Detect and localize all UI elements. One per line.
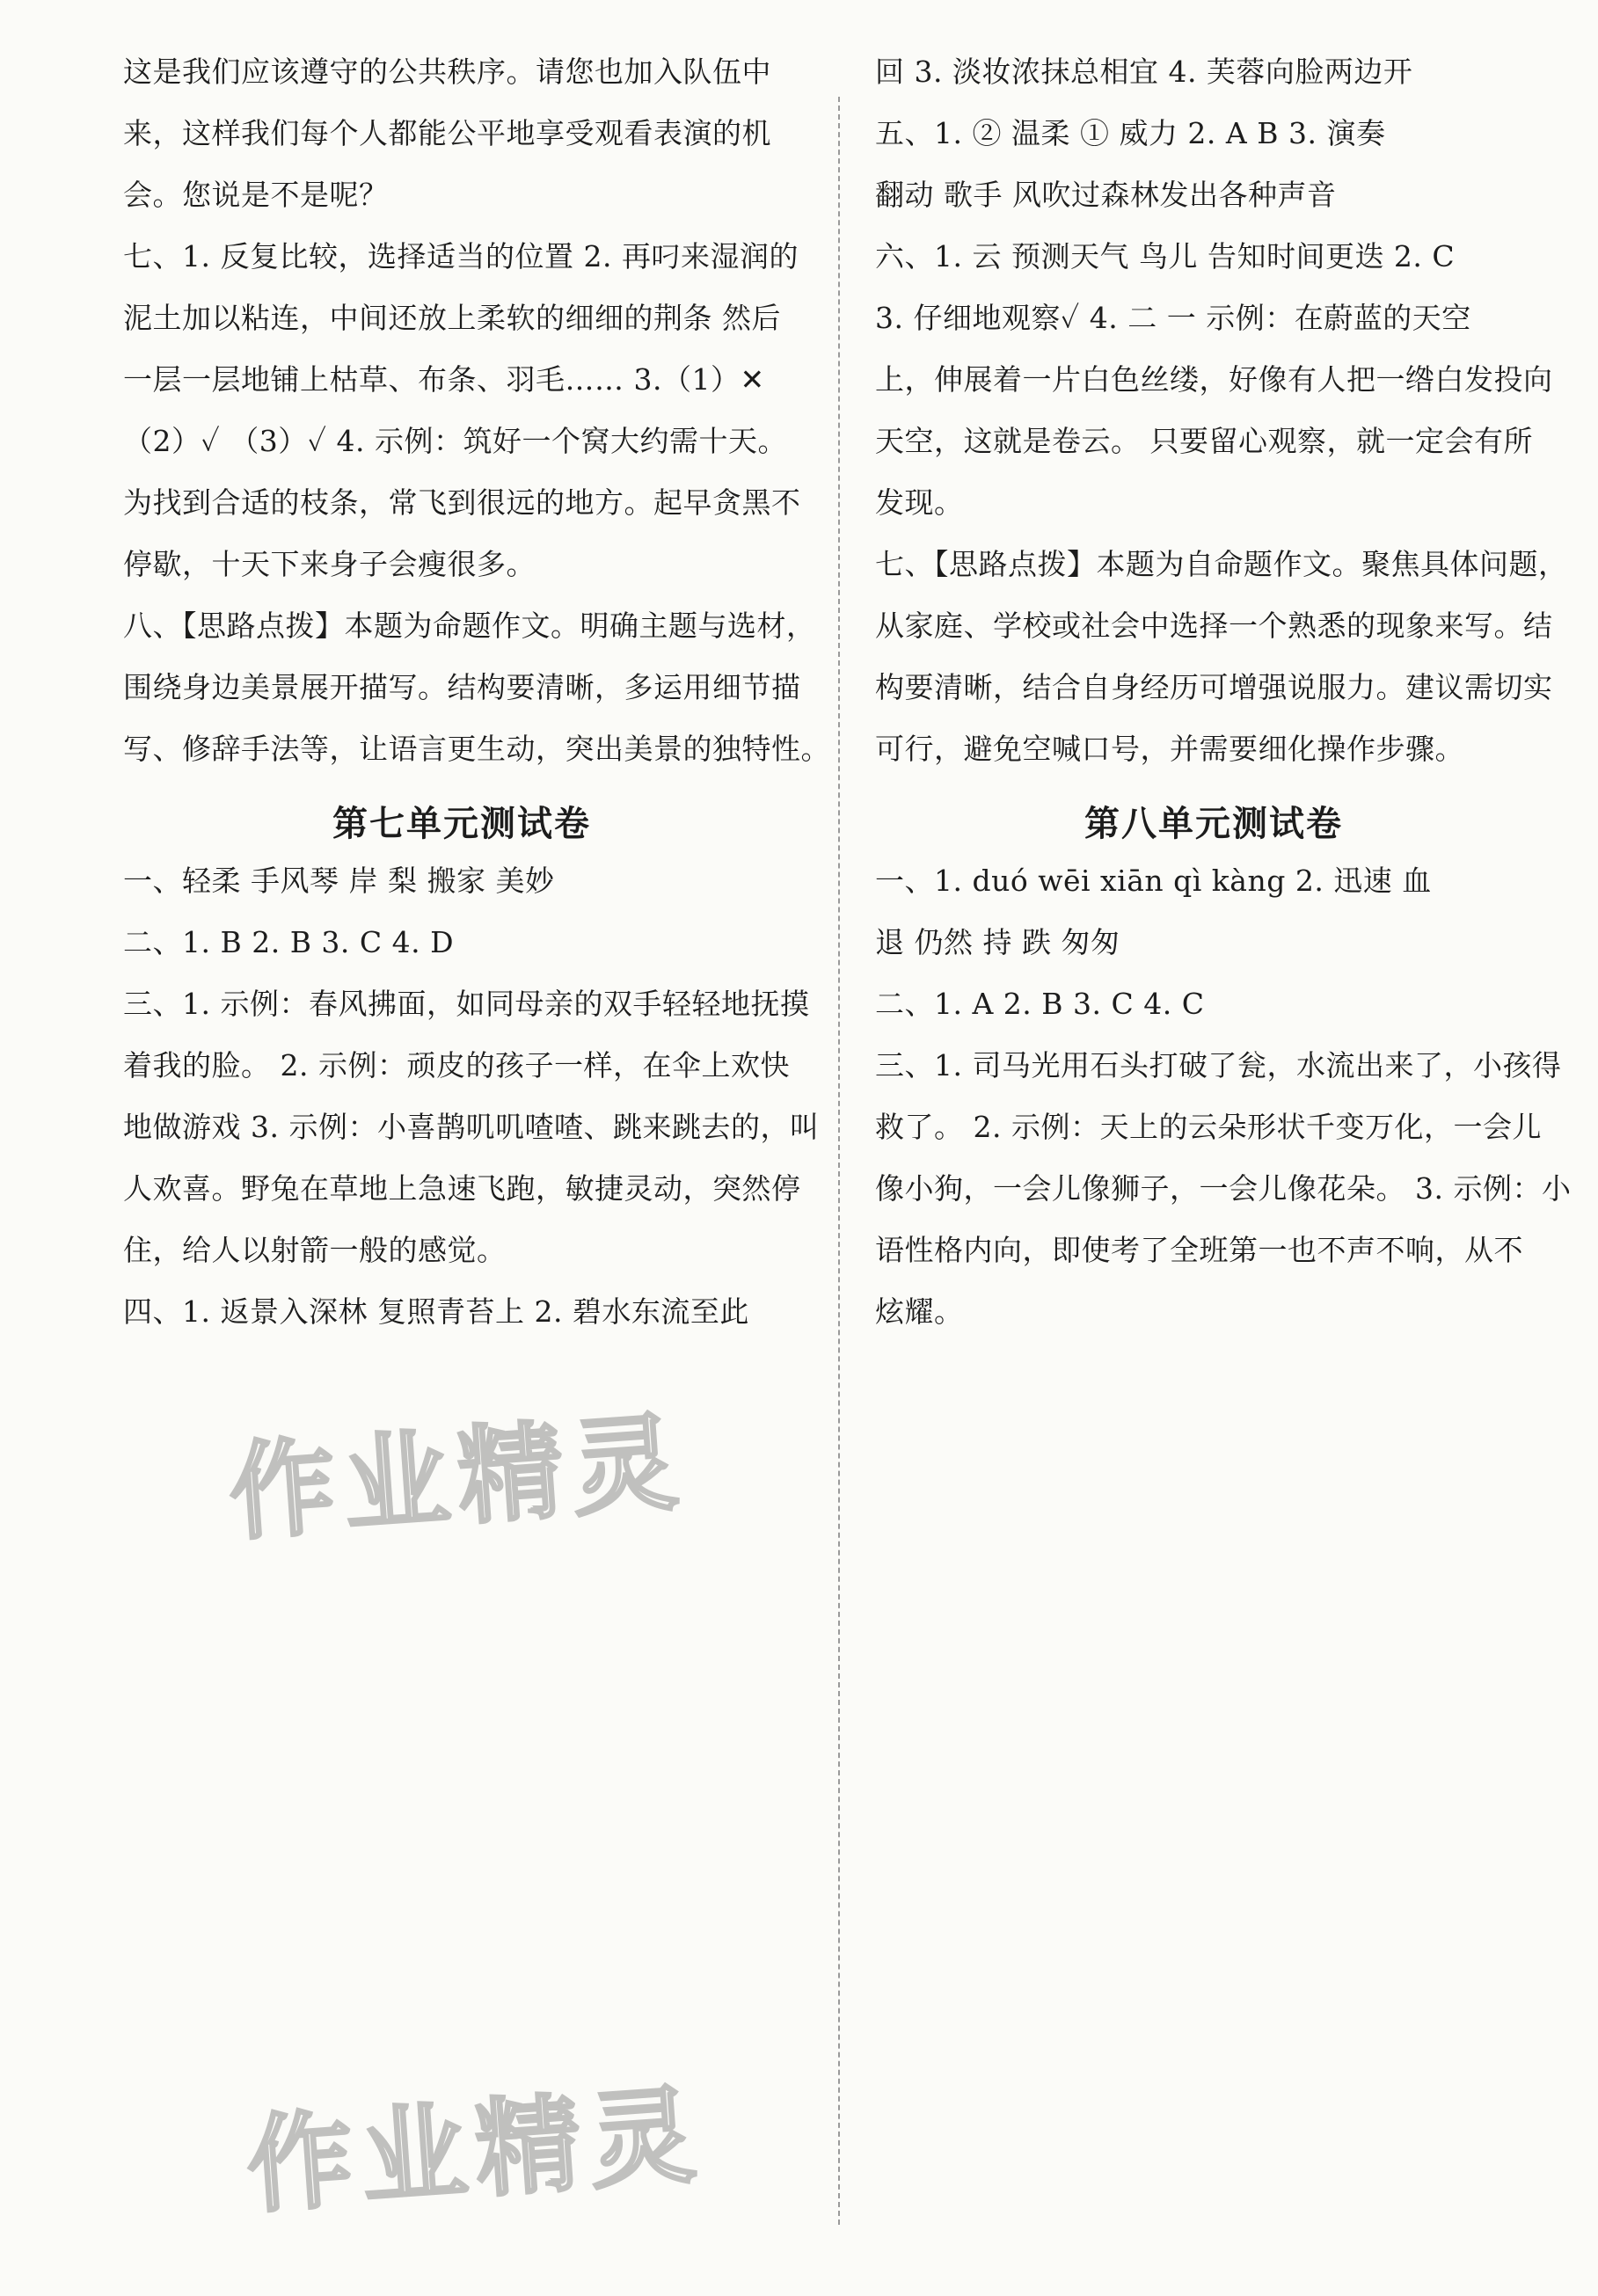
text-line: 三、1. 司马光用石头打破了瓮，水流出来了，小孩得	[875, 1048, 1562, 1082]
watermark: 作业精灵	[243, 2074, 708, 2228]
text-line: 人欢喜。野兔在草地上急速飞跑，敏捷灵动，突然停	[123, 1171, 801, 1206]
text-line: 为找到合适的枝条，常飞到很远的地方。起早贪黑不	[123, 485, 801, 520]
text-line: 发现。	[875, 485, 964, 520]
text-line: 七、【思路点拨】本题为自命题作文。聚焦具体问题，	[875, 547, 1568, 581]
text-line: 地做游戏 3. 示例：小喜鹊叽叽喳喳、跳来跳去的，叫	[123, 1110, 820, 1144]
text-line: 住，给人以射箭一般的感觉。	[123, 1233, 507, 1267]
section-heading-unit-7: 第七单元测试卷	[332, 803, 591, 844]
text-line: 回 3. 淡妆浓抹总相宜 4. 芙蓉向脸两边开	[875, 55, 1413, 89]
text-line: 五、1. ② 温柔 ① 威力 2. A B 3. 演奏	[875, 116, 1386, 150]
text-line: （2）✓ （3）✓ 4. 示例：筑好一个窝大约需十天。	[123, 424, 788, 458]
watermark: 作业精灵	[225, 1402, 690, 1556]
text-line: 八、【思路点拨】本题为命题作文。明确主题与选材，	[123, 609, 816, 643]
left-column	[123, 0, 830, 2296]
text-line: 3. 仔细地观察✓ 4. 二 一 示例：在蔚蓝的天空	[875, 301, 1471, 335]
text-line: 三、1. 示例：春风拂面，如同母亲的双手轻轻地抚摸	[123, 987, 810, 1021]
text-line: 上，伸展着一片白色丝缕，好像有人把一绺白发投向	[875, 362, 1553, 397]
text-line: 二、1. B 2. B 3. C 4. D	[123, 925, 455, 959]
text-line: 一层一层地铺上枯草、布条、羽毛…… 3.（1）✕	[123, 362, 765, 397]
text-line: 四、1. 返景入深林 复照青苔上 2. 碧水东流至此	[123, 1294, 749, 1329]
section-heading-unit-8: 第八单元测试卷	[1084, 803, 1343, 844]
right-column	[875, 0, 1572, 2296]
text-line: 语性格内向，即使考了全班第一也不声不响，从不	[875, 1233, 1523, 1267]
text-line: 围绕身边美景展开描写。结构要清晰，多运用细节描	[123, 670, 801, 704]
text-line: 着我的脸。 2. 示例：顽皮的孩子一样，在伞上欢快	[123, 1048, 790, 1082]
text-line: 从家庭、学校或社会中选择一个熟悉的现象来写。结	[875, 609, 1553, 643]
text-line: 七、1. 反复比较，选择适当的位置 2. 再叼来湿润的	[123, 239, 799, 273]
text-line: 天空，这就是卷云。 只要留心观察，就一定会有所	[875, 424, 1533, 458]
text-line: 二、1. A 2. B 3. C 4. C	[875, 987, 1205, 1021]
text-line: 这是我们应该遵守的公共秩序。请您也加入队伍中	[123, 55, 771, 89]
text-line: 炫耀。	[875, 1294, 964, 1329]
text-line: 一、1. duó wēi xiān qì kàng 2. 迅速 血	[875, 864, 1432, 898]
text-line: 像小狗，一会儿像狮子，一会儿像花朵。 3. 示例：小	[875, 1171, 1572, 1206]
text-line: 退 仍然 持 跌 匆匆	[875, 925, 1120, 959]
text-line: 来，这样我们每个人都能公平地享受观看表演的机	[123, 116, 771, 150]
text-line: 一、轻柔 手风琴 岸 梨 搬家 美妙	[123, 864, 555, 898]
text-line: 救了。 2. 示例：天上的云朵形状千变万化，一会儿	[875, 1110, 1542, 1144]
text-line: 翻动 歌手 风吹过森林发出各种声音	[875, 178, 1337, 212]
text-line: 六、1. 云 预测天气 鸟儿 告知时间更迭 2. C	[875, 239, 1456, 273]
text-line: 可行，避免空喊口号，并需要细化操作步骤。	[875, 732, 1464, 766]
text-line: 构要清晰，结合自身经历可增强说服力。建议需切实	[875, 670, 1553, 704]
text-line: 会。您说是不是呢？	[123, 178, 389, 212]
text-line: 泥土加以粘连，中间还放上柔软的细细的荆条 然后	[123, 301, 781, 335]
text-line: 停歇，十天下来身子会瘦很多。	[123, 547, 536, 581]
column-divider	[838, 97, 840, 2225]
text-line: 写、修辞手法等，让语言更生动，突出美景的独特性。	[123, 732, 830, 766]
